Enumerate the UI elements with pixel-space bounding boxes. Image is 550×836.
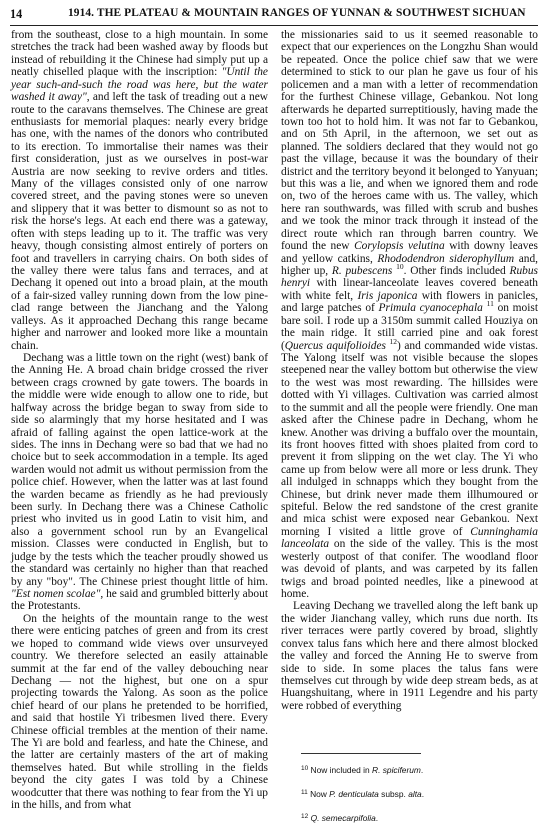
footnote-number: 11	[301, 789, 308, 796]
footnote-rule	[301, 753, 421, 754]
paragraph: the missionaries said to us it seemed reasonable to expect that our experiences on the Longzhu Shan would be repeated. Once the police chief saw that we were determined to stick to our plan he gave us four of his policemen and a man with a letter of recommendation for the furthest Chinese village, Gebankou. Not long afterwards he departed surreptitiously, having made the town too hot to hold him. It was not far to Gebankou, and on 5th April, in the afternoon, we set out as planned. The soldiers declared that they would not go past the village, because it was the boundary of their district and the territory beyond it belonged to Yanyuan; but this was a lie, and when we ignored them and rode on, two of the heroes came with us. The valley, which here ran southwards, was filled with scrub and bushes and we took the minor track through it instead of the direct route which ran through barren country. We found the new Corylopsis velutina with downy leaves and yellow catkins, Rhododendron siderophyllum and, higher up, R. pubescens $^{10}$. Other finds included Rubus henryi with linear-lanceolate leaves covered beneath with white felt, Iris japonica with flowers in panicles, and large patches of Primula cyanocephala $^{11}$ on moist bare soil. I rode up a 3150m summit called Houziya on the main ridge. It still carried pine and oak forest (Quercus aquifolioides $^{12}$) and commanded wide vistas. The Yalong itself was not visible because the slopes steepened near the valley bottom but otherwise the view to the west was most rewarding. The hillsides were dotted with Yi villages. Cultivation was carried almost to the summit and all the people were friendly. One man asked after the Chinese padre in Dechang, whom he knew. Another was driving a buffalo over the mountain, its front hooves fitted with shoes plaited from cord to prevent it from slipping on the wet clay. The Yi who came up from below were all more or less drunk. They all indulged in schnapps which they bought from the Chinese, but drink never made them illhumoured or spiteful. Below the red sandstone of the crest granite and mica schist were exposed near Gebankou. Next morning I visited a little grove of Cunninghamia lanceolata on the side of the valley. This is the most westerly outpost of that conifer. The woodland floor was devoid of plants, and was carpeted by its fallen twigs and broad pointed needles, like a pinewood at home.	[281, 29, 538, 600]
paragraph: Dechang was a little town on the right (west) bank of the Anning He. A broad chain bridge crossed the river between crags crowned by gate towers. The boards in the middle were wide enough to allow one to ride, but halfway across the bridge began to sway from side to side so alarmingly that my horse hesitated and I was afraid of falling against the open lattice-work at the sides. The inns in Dechang were so bad that we had no choice but to seek accommodation in a temple. Its aged warden would not admit us without permission from the police chief. However, when the latter was at last found the warden became as friendly as he had previously been surly. In Dechang there was a Chinese Catholic priest who invited us in good Latin to visit him, and also a government school run by an Evangelical mission. Classes were conducted in English, but to judge by the tests which the teacher proudly showed us the standard was certainly no higher than that reached by any "boy". The Chinese priest thought little of him. "Est nomen scolae", he said and grumbled bitterly about the Protestants.	[11, 351, 268, 613]
right-text-column	[281, 29, 538, 712]
running-head-title: 1914. THE PLATEAU & MOUNTAIN RANGES OF YUNNAN & SOUTHWEST SICHUAN	[68, 7, 526, 19]
footnote-number: 10	[301, 765, 309, 772]
footnote-number: 12	[301, 813, 309, 820]
footnote-text: Now P. denticulata subsp. alta.	[307, 789, 425, 799]
footnote	[301, 812, 539, 823]
paragraph: from the southeast, close to a high mountain. In some stretches the track had been washed away by floods but instead of rebuilding it the Chinese had simply put up a neatly chiselled plaque with the inscription: "Until the year such-and-such the road was here, but the water washed it away", and left the task of treading out a new route to the caravans themselves. The Chinese are great enthusiasts for memorial plaques: nearly every bridge has one, with the names of the donors who contributed to its erection. To immortalise their names was their first consideration, just as we ourselves in post-war Austria are now seeking to revive orders and titles. Many of the villages consisted only of one narrow covered street, and the paving stones were so uneven and slippery that it was better to dismount so as not to risk the horse's legs. At each end there was a gateway, often with steps leading up to it. The traffic was very heavy, though consisting almost entirely of porters on foot and travellers in carrying chairs. On both sides of the valley there were talus fans and terraces, and at Dechang it opened out into a broad plain, at the mouth of a fair-sized valley running down from the low pine-clad range between the Jianchang and the Yalong valleys. As it approached Dechang this range became higher and narrower and looked more like a mountain chain.	[11, 29, 268, 352]
footnote	[301, 764, 539, 775]
header-rule	[10, 25, 538, 26]
footnote	[301, 788, 539, 799]
footnote-text: Now included in R. spiciferum.	[308, 765, 424, 775]
left-text-column	[11, 29, 268, 812]
footnote-text: Q. semecarpifolia.	[310, 813, 379, 823]
running-header	[10, 4, 538, 26]
paragraph: Leaving Dechang we travelled along the left bank up the wider Jianchang valley, which runs due north. Its river terraces were partly covered by broad, slightly convex talus fans which here and there almost blocked the valley and forced the Anning He to swerve from side to side. In some places the talus fans were themselves cut through by wide deep stream beds, as at Huangshuitang, where in 1911 Legendre and his party were robbed of everything	[281, 600, 538, 712]
paragraph: On the heights of the mountain range to the west there were enticing patches of green and from its crest we hoped to command wide views over unsurveyed country. We therefore selected an easily attainable summit at the far end of the valley debouching near Dechang — not the highest, but one on a spur projecting towards the Yalong. As soon as the police chief heard of our plans he pretended to be horrified, and said that hostile Yi tribesmen lived there. Every Chinese official trembles at the mention of their name. The Yi are bold and fearless, and hate the Chinese, and the latter are certainly masters of the art of making themselves hated. But while strolling in the fields beyond the city gates I was told by a Chinese woodcutter that there was nothing to fear from the Yi up in the hills, and from what	[11, 612, 268, 812]
footnotes	[301, 753, 539, 836]
page-number: 14	[10, 7, 23, 21]
